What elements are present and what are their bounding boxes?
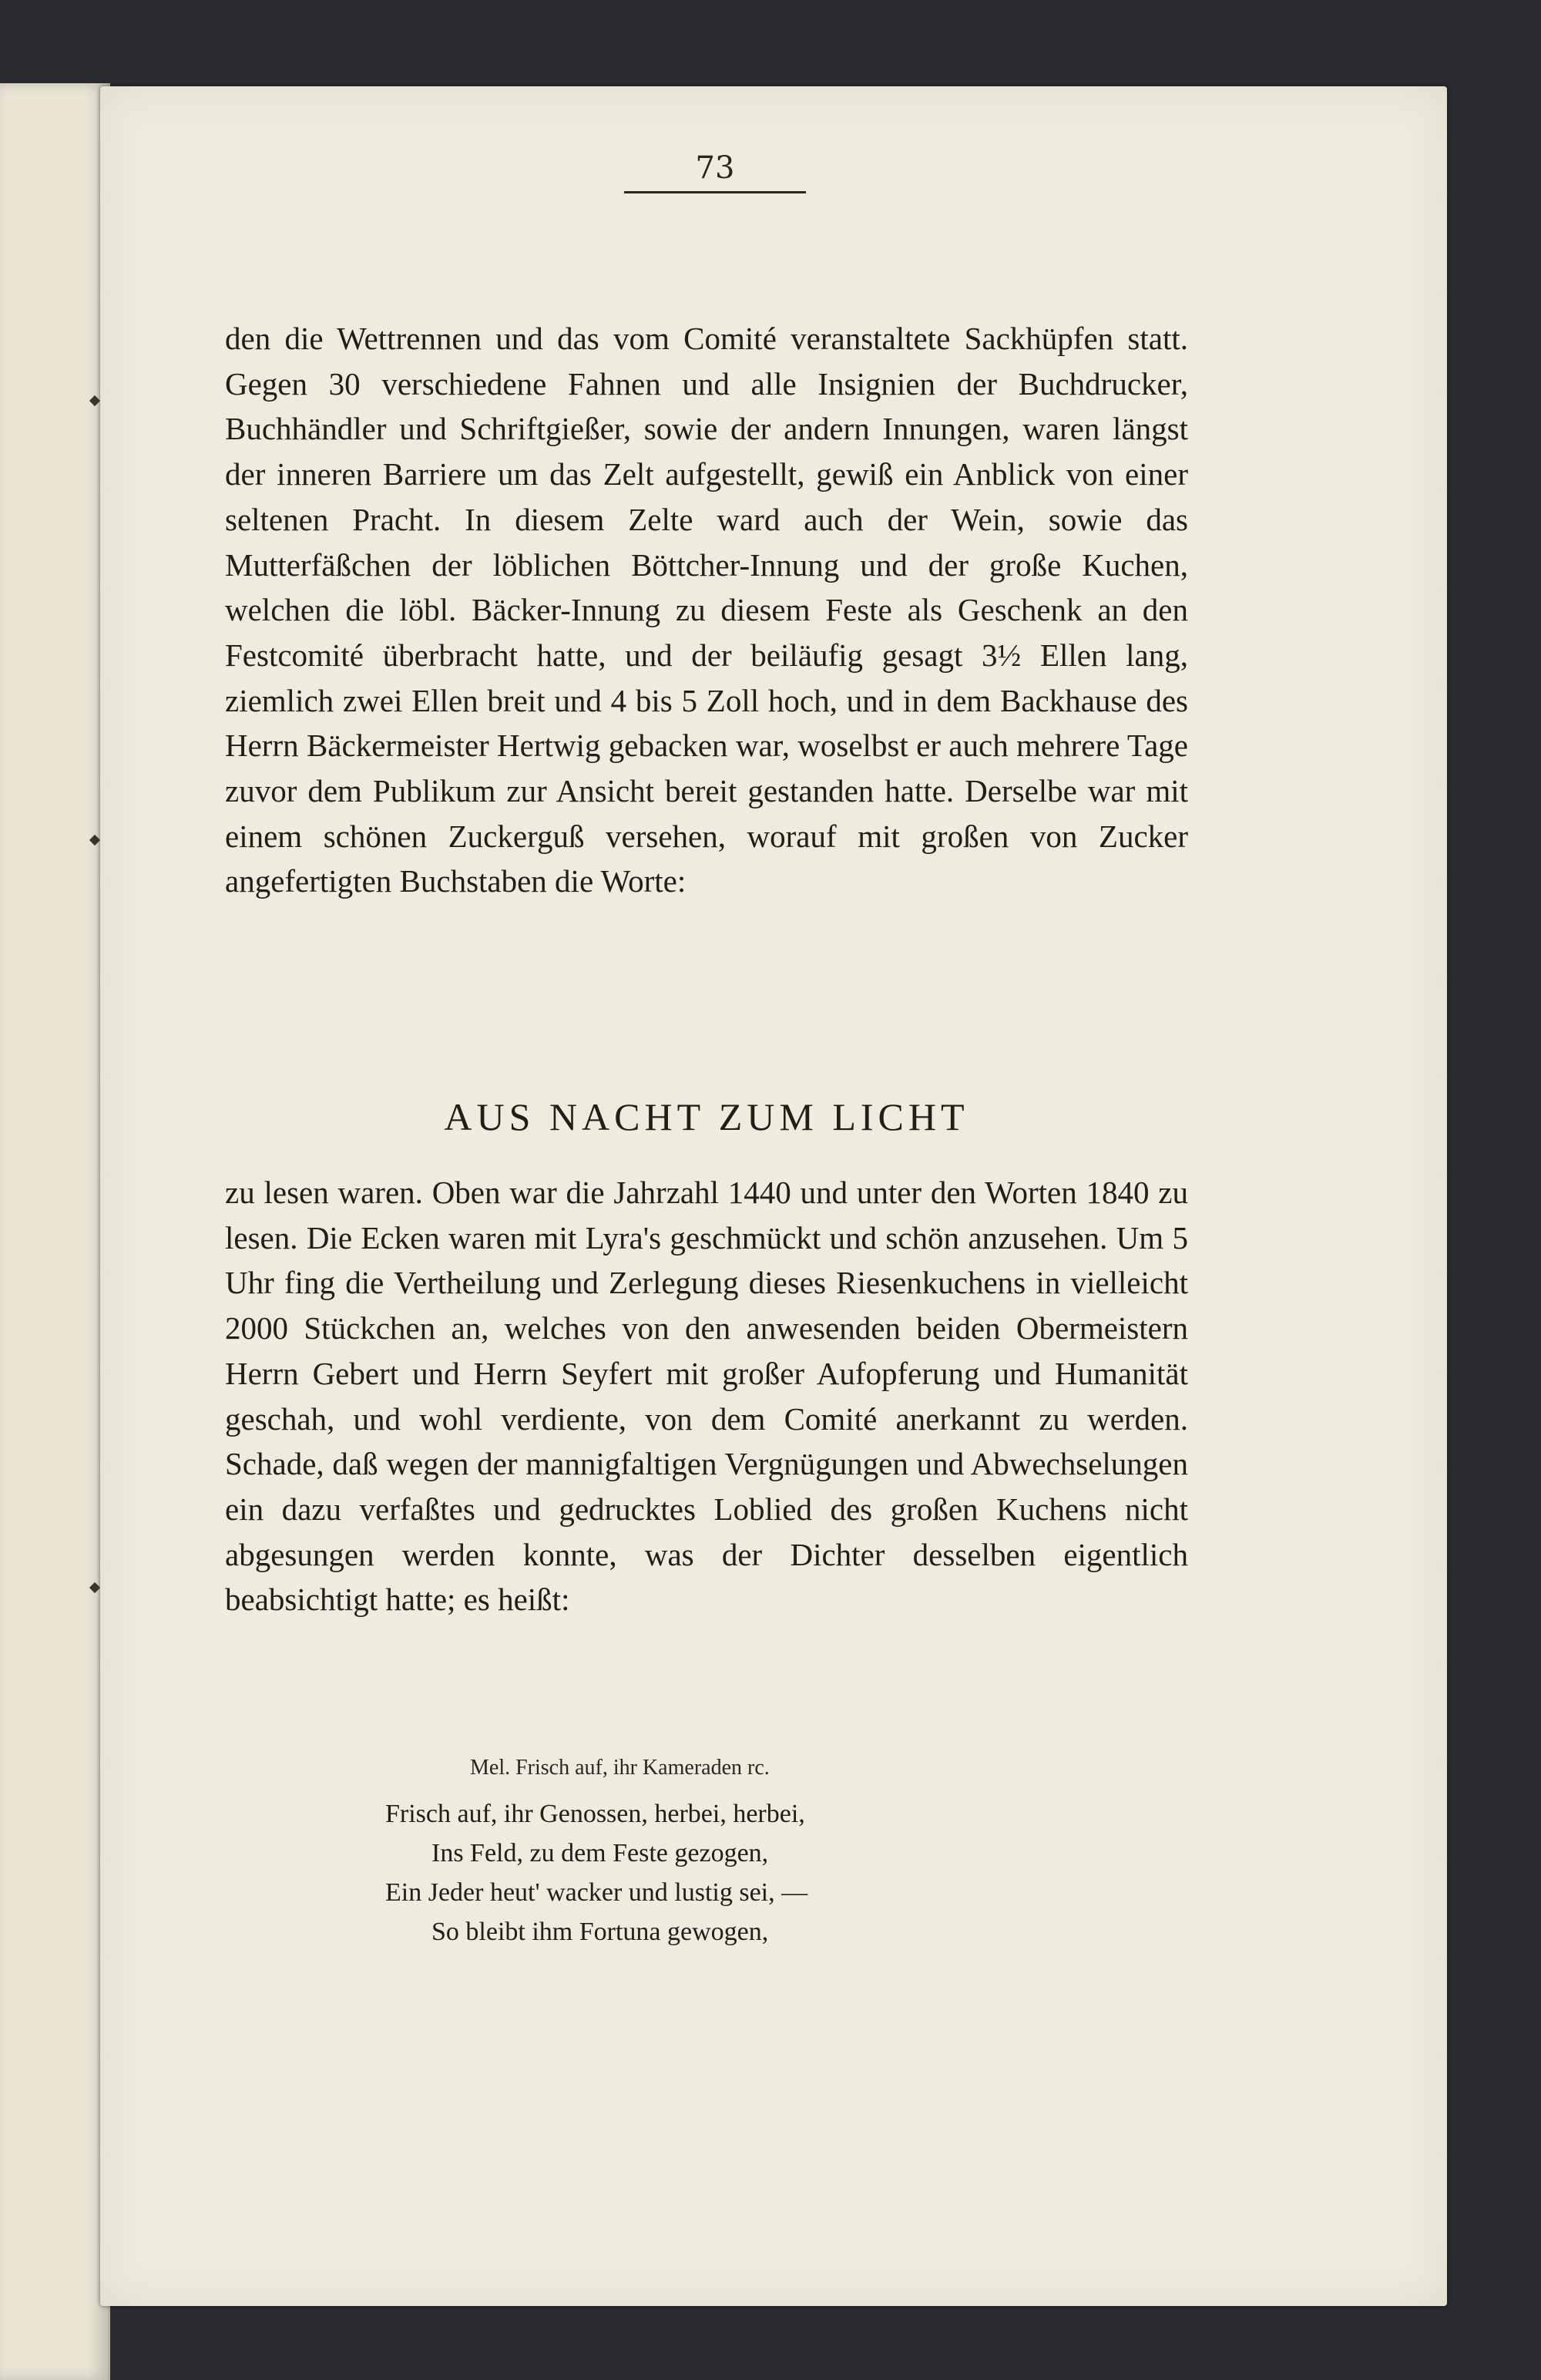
page-number-rule [624,191,806,193]
verse-line: Ins Feld, zu dem Feste gezogen, [431,1839,769,1867]
body-paragraph-1: den die Wettrennen und das vom Comité veranstaltete Sackhüpfen statt. Gegen 30 verschiedene Fahnen und alle Insignien der Buchdrucker, Buchhändler und Schriftgießer, sowie der andern Innungen, waren längst der inneren Barriere um das Zelt aufgestellt, gewiß ein Anblick von einer seltenen Pracht. In diesem Zelte ward auch der Wein, sowie das Mutterfäßchen der löblichen Böttcher-Innung und der große Kuchen, welchen die löbl. Bäcker-Innung zu diesem Feste als Geschenk an den Festcomité überbracht hatte, und der beiläufig gesagt 3½ Ellen lang, ziemlich zwei Ellen breit und 4 bis 5 Zoll hoch, und in dem Backhause des Herrn Bäckermeister Hertwig gebacken war, woselbst er auch mehrere Tage zuvor dem Publikum zur Ansicht bereit gestanden hatte. Derselbe war mit einem schönen Zuckerguß versehen, worauf mit großen von Zucker angefertigten Buchstaben die Worte: [225,321,1188,899]
verse-line: So bleibt ihm Fortuna gewogen, [431,1918,769,1946]
body-paragraph-2: zu lesen waren. Oben war die Jahrzahl 1440 und unter den Worten 1840 zu lesen. Die Ecken waren mit Lyra's geschmückt und schön anzusehen. Um 5 Uhr fing die Vertheilung und Zerlegung dieses Riesenkuchens in vielleicht 2000 Stückchen an, welches von den anwesenden beiden Obermeistern Herrn Gebert und Herrn Seyfert mit großer Aufopferung und Humanität geschah, und wohl verdiente, von dem Comité anerkannt zu werden. Schade, daß wegen der mannigfaltigen Vergnügungen und Abwechselungen ein dazu verfaßtes und gedrucktes Loblied des großen Kuchens nicht abgesungen werden konnte, was der Dichter desselben eigentlich beabsichtigt hatte; es heißt: [225,1175,1188,1618]
facing-page-edge [0,83,110,2380]
melody-note: Mel. Frisch auf, ihr Kameraden rc. [470,1756,770,1780]
page-number: 73 [695,150,735,186]
cake-inscription-heading: AUS NACHT ZUM LICHT [444,1095,969,1138]
verse-line: Frisch auf, ihr Genossen, herbei, herbei, [385,1800,805,1828]
song-verse [385,1794,807,1951]
verse-line: Ein Jeder heut' wacker und lustig sei, — [385,1878,808,1907]
